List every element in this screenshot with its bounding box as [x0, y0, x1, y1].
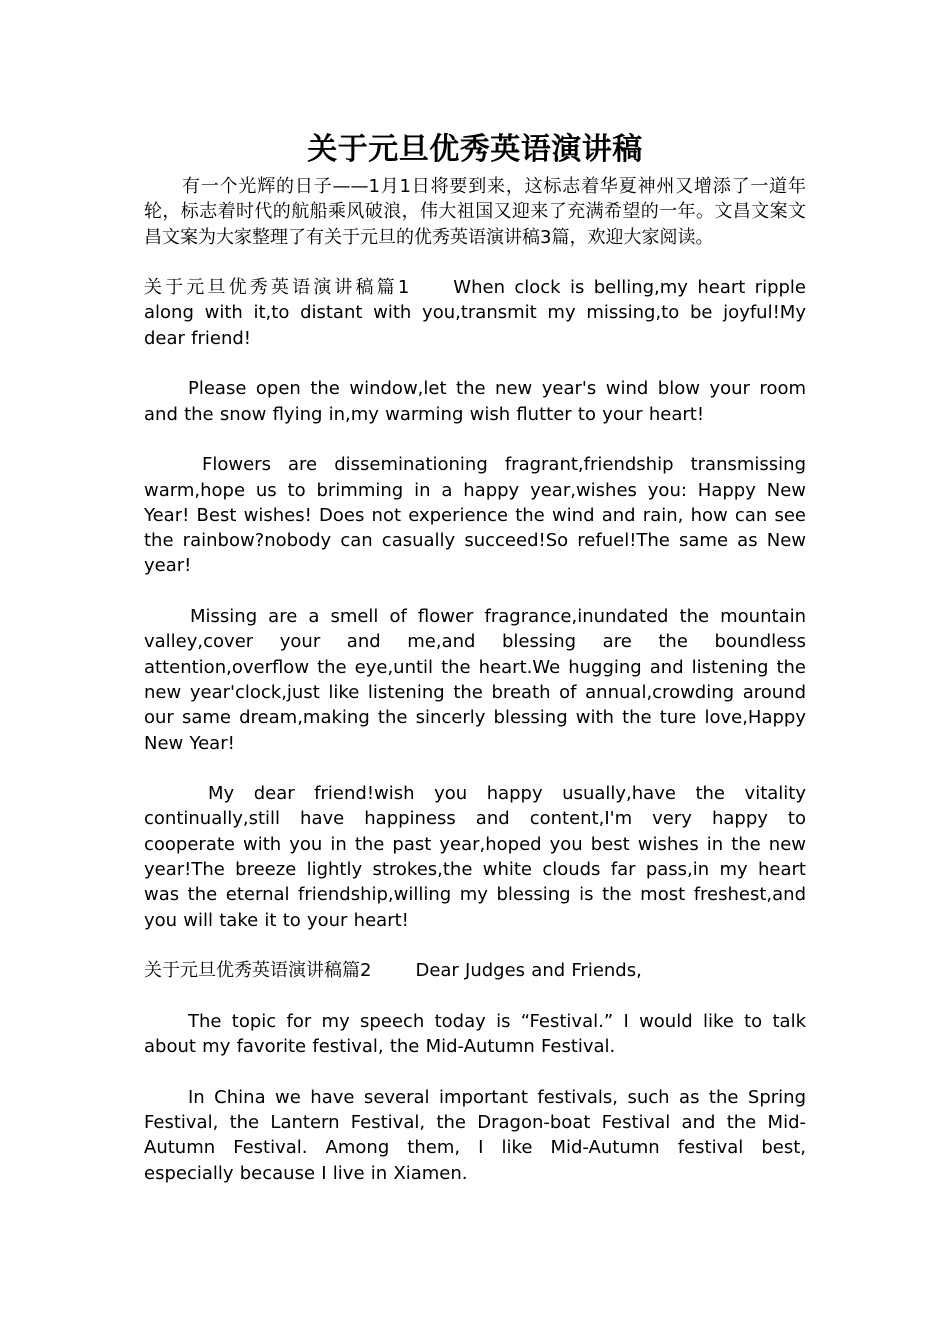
section1-paragraph-friend: My dear friend!wish you happy usually,have the vitality continually,still have happiness and content,I'm very happy to cooperate with you in the past year,hoped you best wishes in the new year!The breeze lightly strokes,the white clouds far pass,in my heart was the eternal friendship,willing my blessing is the most freshest,and you will take it to your heart! [144, 783, 806, 931]
paragraph-spacer [144, 933, 806, 958]
section1-paragraph-window: Please open the window,let the new year's wind blow your room and the snow flying in,my warming wish flutter to your heart! [144, 378, 806, 425]
paragraph-spacer [144, 250, 806, 275]
intro-paragraph: 有一个光辉的日子——1月1日将要到来，这标志着华夏神州又增添了一道年轮，标志着时代的航船乘风破浪，伟大祖国又迎来了充满希望的一年。文昌文案文昌文案为大家整理了有关于元旦的优秀英语演讲稿3篇，欢迎大家阅读。 [144, 176, 806, 248]
section2-paragraph-topic: The topic for my speech today is “Festival.” I would like to talk about my favorite festival, the Mid-Autumn Festival. [144, 1010, 806, 1058]
document-page [144, 128, 806, 1186]
section2-first-line: Dear Judges and Friends, [415, 960, 642, 982]
section1-paragraph-flowers: Flowers are disseminationing fragrant,friendship transmissing warm,hope us to brimming in a happy year,wishes you: Happy New Year! Best wishes! Does not experience the wind and rain, how can see the rainbow?nobody can casually succeed!So refuel!The same as New year! [144, 454, 806, 577]
page-title: 关于元旦优秀英语演讲稿 [307, 132, 643, 167]
section1-first-line: When clock is belling,my heart ripple along with it,to distant with you,transmit my missing,to be joyful!My dear friend! [144, 277, 807, 349]
section2-opening [144, 958, 806, 983]
section2-heading: 关于元旦优秀英语演讲稿篇2 [144, 960, 372, 982]
paragraph-spacer [144, 756, 806, 781]
section1-paragraph-missing: Missing are a smell of flower fragrance,inundated the mountain valley,cover your and me,and blessing are the boundless attention,overflow the eye,until the heart.We hugging and listening the new year'clock,just like listening the breath of annual,crowding around our same dream,making the sincerly blessing with the ture love,Happy New Year! [144, 606, 806, 754]
section2-paragraph-festivals: In China we have several important festivals, such as the Spring Festival, the Lantern Festival, the Dragon-boat Festival and the Mid-Autumn Festival. Among them, I like Mid-Autumn festival best, especially because I live in Xiamen. [144, 1086, 806, 1184]
paragraph-spacer [144, 579, 806, 604]
paragraph-spacer [144, 427, 806, 452]
paragraph-spacer [144, 351, 806, 376]
paragraph-spacer [144, 984, 806, 1009]
section1-opening [144, 275, 806, 351]
section1-heading: 关于元旦优秀英语演讲稿篇1 [144, 277, 410, 299]
paragraph-spacer [144, 1059, 806, 1084]
